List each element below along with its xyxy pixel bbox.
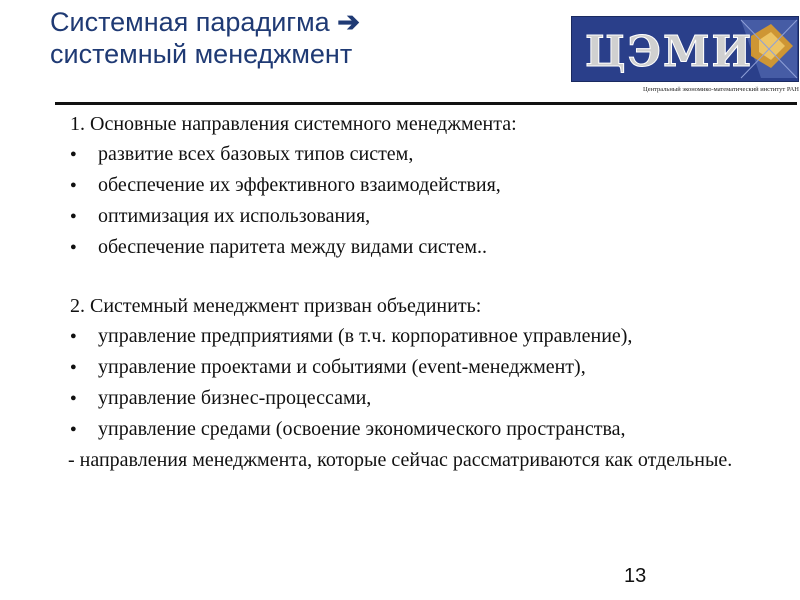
bullet-icon: ● — [70, 423, 77, 435]
cemi-logo-graphic — [571, 16, 799, 82]
arrow-icon: ➔ — [337, 7, 360, 37]
bullet-icon: ● — [70, 330, 77, 342]
section-1-heading: 1. Основные направления системного менеджмента: — [70, 113, 517, 135]
list-item: ● управление средами (освоение экономического пространства, — [70, 415, 780, 443]
list-item: ● обеспечение паритета между видами систем.. — [70, 233, 780, 261]
title-line-1: Системная парадигма — [50, 7, 330, 37]
list-item: ● управление предприятиями (в т.ч. корпоративное управление), — [70, 322, 780, 350]
list-item: ● оптимизация их использования, — [70, 202, 780, 230]
title-line-2: системный менеджмент — [50, 39, 353, 69]
list-item: ● развитие всех базовых типов систем, — [70, 140, 780, 168]
bullet-icon: ● — [70, 210, 77, 222]
slide-content — [70, 110, 780, 474]
list-item: ● обеспечение их эффективного взаимодействия, — [70, 171, 780, 199]
title-divider — [55, 102, 797, 105]
section-1-list — [70, 140, 780, 261]
bullet-icon: ● — [70, 179, 77, 191]
slide-title — [50, 6, 360, 70]
bullet-icon: ● — [70, 148, 77, 160]
page-number: 13 — [624, 565, 647, 587]
section-2-heading: 2. Системный менеджмент призван объединить: — [70, 295, 482, 317]
dash-note: - направления менеджмента, которые сейчас рассматриваются как отдельные. — [68, 449, 733, 471]
bullet-icon: ● — [70, 241, 77, 253]
section-2-list — [70, 322, 780, 443]
institute-name: Центральный экономико-математический институт РАН — [643, 86, 799, 93]
bullet-icon: ● — [70, 392, 77, 404]
cemi-logo — [571, 16, 799, 82]
bullet-icon: ● — [70, 361, 77, 373]
list-item: ● управление проектами и событиями (event-менеджмент), — [70, 353, 780, 381]
logo-text: ЦЭМИ — [585, 27, 754, 76]
list-item: ● управление бизнес-процессами, — [70, 384, 780, 412]
